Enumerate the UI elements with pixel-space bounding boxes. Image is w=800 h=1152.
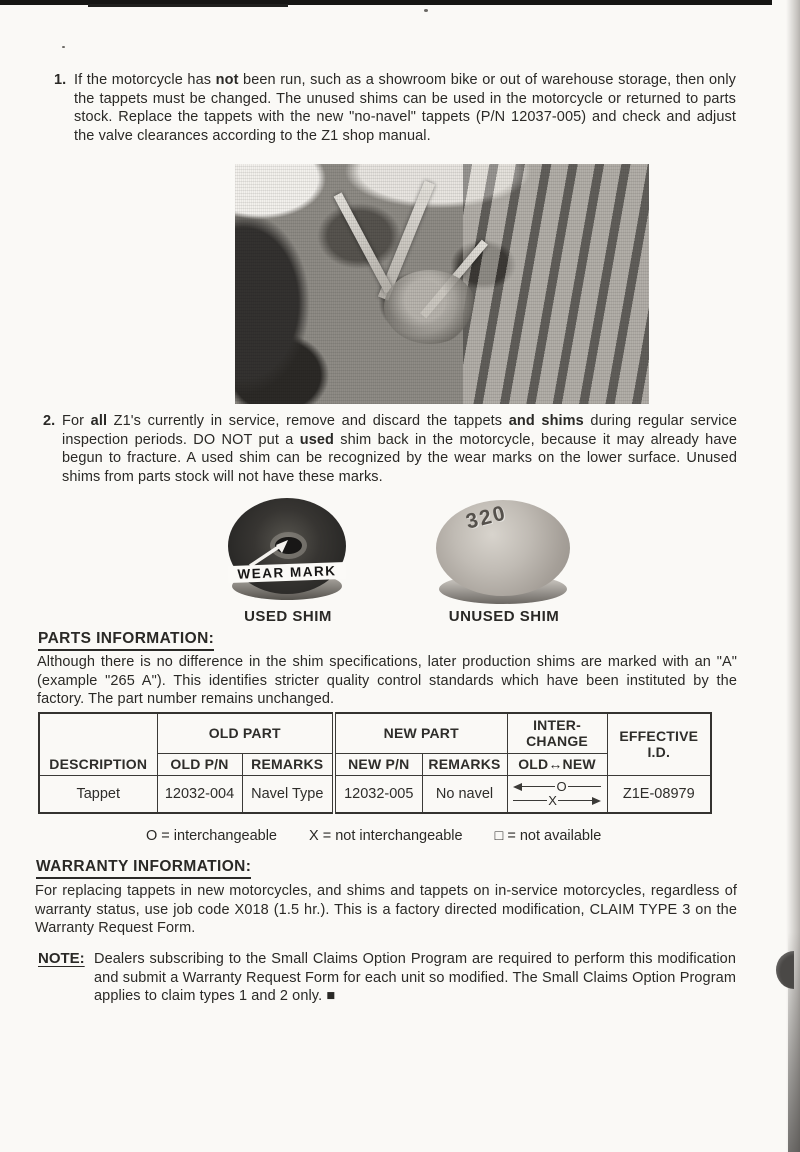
- interchange-new-to-old: [513, 794, 601, 807]
- scan-speck: [62, 46, 65, 48]
- col-header-old-pn: OLD P/N: [157, 753, 242, 775]
- scan-binder-mark: [776, 951, 794, 989]
- unused-shim-caption: UNUSED SHIM: [448, 608, 560, 625]
- list-item-1-number: 1.: [54, 72, 67, 88]
- cell-effective-id: Z1E-08979: [607, 775, 711, 813]
- col-header-old-new: OLD↔NEW: [507, 753, 607, 775]
- note-label: NOTE:: [38, 950, 85, 967]
- effective-header-line2: I.D.: [647, 744, 671, 761]
- warranty-information-text: For replacing tappets in new motorcycles, and shims and tappets on in-service motorcycles, regardless of warranty status, use job code X018 (1.5 hr.). This is a factory directed modification, CLAIM TYPE 3 on the Warranty Request Form.: [35, 883, 737, 937]
- unused-shim-figure: [436, 500, 572, 630]
- parts-table: [38, 712, 712, 814]
- legend-not-available: □ = not available: [494, 828, 602, 844]
- interchange-header-line1: INTER-: [533, 717, 581, 734]
- col-header-description: DESCRIPTION: [39, 713, 157, 775]
- engine-photo: [235, 164, 649, 404]
- interchange-header-line2: CHANGE: [526, 733, 588, 750]
- table-row: [39, 775, 711, 813]
- list-item-1: [54, 71, 736, 145]
- list-item-2-text: For all Z1's currently in service, remove and discard the tappets and shims during regular service inspection periods. DO NOT put a used shim back in the motorcycle, because it may already have begun to fracture. A used shim can be recognized by the wear marks on the lower surface. Unused shims from parts stock will not have these marks.: [62, 413, 738, 485]
- group-header-new-part: NEW PART: [334, 713, 507, 753]
- list-item-2: [43, 412, 737, 486]
- cell-description: Tappet: [39, 775, 157, 813]
- parts-information-heading: PARTS INFORMATION:: [38, 630, 214, 651]
- group-header-effective-id: [607, 713, 711, 775]
- end-of-bulletin-mark: ■: [326, 988, 336, 1005]
- warranty-information-heading: WARRANTY INFORMATION:: [36, 858, 251, 879]
- legend-not-interchangeable: X = not interchangeable: [309, 828, 463, 844]
- legend-interchangeable: O = interchangeable: [146, 828, 277, 844]
- interchange-symbol-o: O: [556, 779, 567, 795]
- group-header-interchange: [507, 713, 607, 753]
- arrow-right-icon: [592, 797, 601, 805]
- wear-mark-label: WEAR MARK: [228, 562, 347, 583]
- interchange-symbol-x: X: [548, 793, 557, 809]
- cell-old-pn: 12032-004: [157, 775, 242, 813]
- effective-header-line1: EFFECTIVE: [619, 728, 699, 745]
- note-text: [94, 950, 736, 1006]
- interchange-legend: [146, 828, 601, 844]
- unused-shim-stamp: 320: [463, 501, 510, 534]
- cell-new-pn: 12032-005: [334, 775, 422, 813]
- col-header-old-remarks: REMARKS: [242, 753, 334, 775]
- col-header-new-remarks: REMARKS: [422, 753, 507, 775]
- cell-old-remarks: Navel Type: [242, 775, 334, 813]
- note-body: Dealers subscribing to the Small Claims Option Program are required to perform this modification and submit a Warranty Request Form for each unit so modified. The Small Claims Option Program applies to claim types 1 and 2 only.: [94, 951, 736, 1005]
- note-block: [38, 950, 736, 1006]
- list-item-2-number: 2.: [43, 413, 56, 429]
- scan-edge-top-smudge: [88, 4, 288, 7]
- group-header-old-part: OLD PART: [157, 713, 334, 753]
- cell-new-remarks: No navel: [422, 775, 507, 813]
- used-shim-caption: USED SHIM: [244, 608, 332, 625]
- parts-information-text: Although there is no difference in the shim specifications, later production shims are marked with an "A" (example "265 A"). This identifies stricter quality control standards which have been instituted by the factory. The part number remains unchanged.: [37, 654, 737, 708]
- interchange-old-to-new: [513, 780, 601, 793]
- col-header-new-pn: NEW P/N: [334, 753, 422, 775]
- scan-speck: [424, 9, 428, 12]
- list-item-1-text: If the motorcycle has not been run, such as a showroom bike or out of warehouse storage, then only the tappets must be changed. The unused shims can be used in the motorcycle or returned to parts stock. Replace the tappets with the new "no-navel" tappets (P/N 12037-005) and check and adjust the valve clearances according to the Z1 shop manual.: [74, 72, 736, 144]
- engine-photo-grain: [235, 164, 649, 404]
- used-shim-figure: [228, 498, 348, 628]
- cell-interchange: [507, 775, 607, 813]
- arrow-left-icon: [513, 783, 522, 791]
